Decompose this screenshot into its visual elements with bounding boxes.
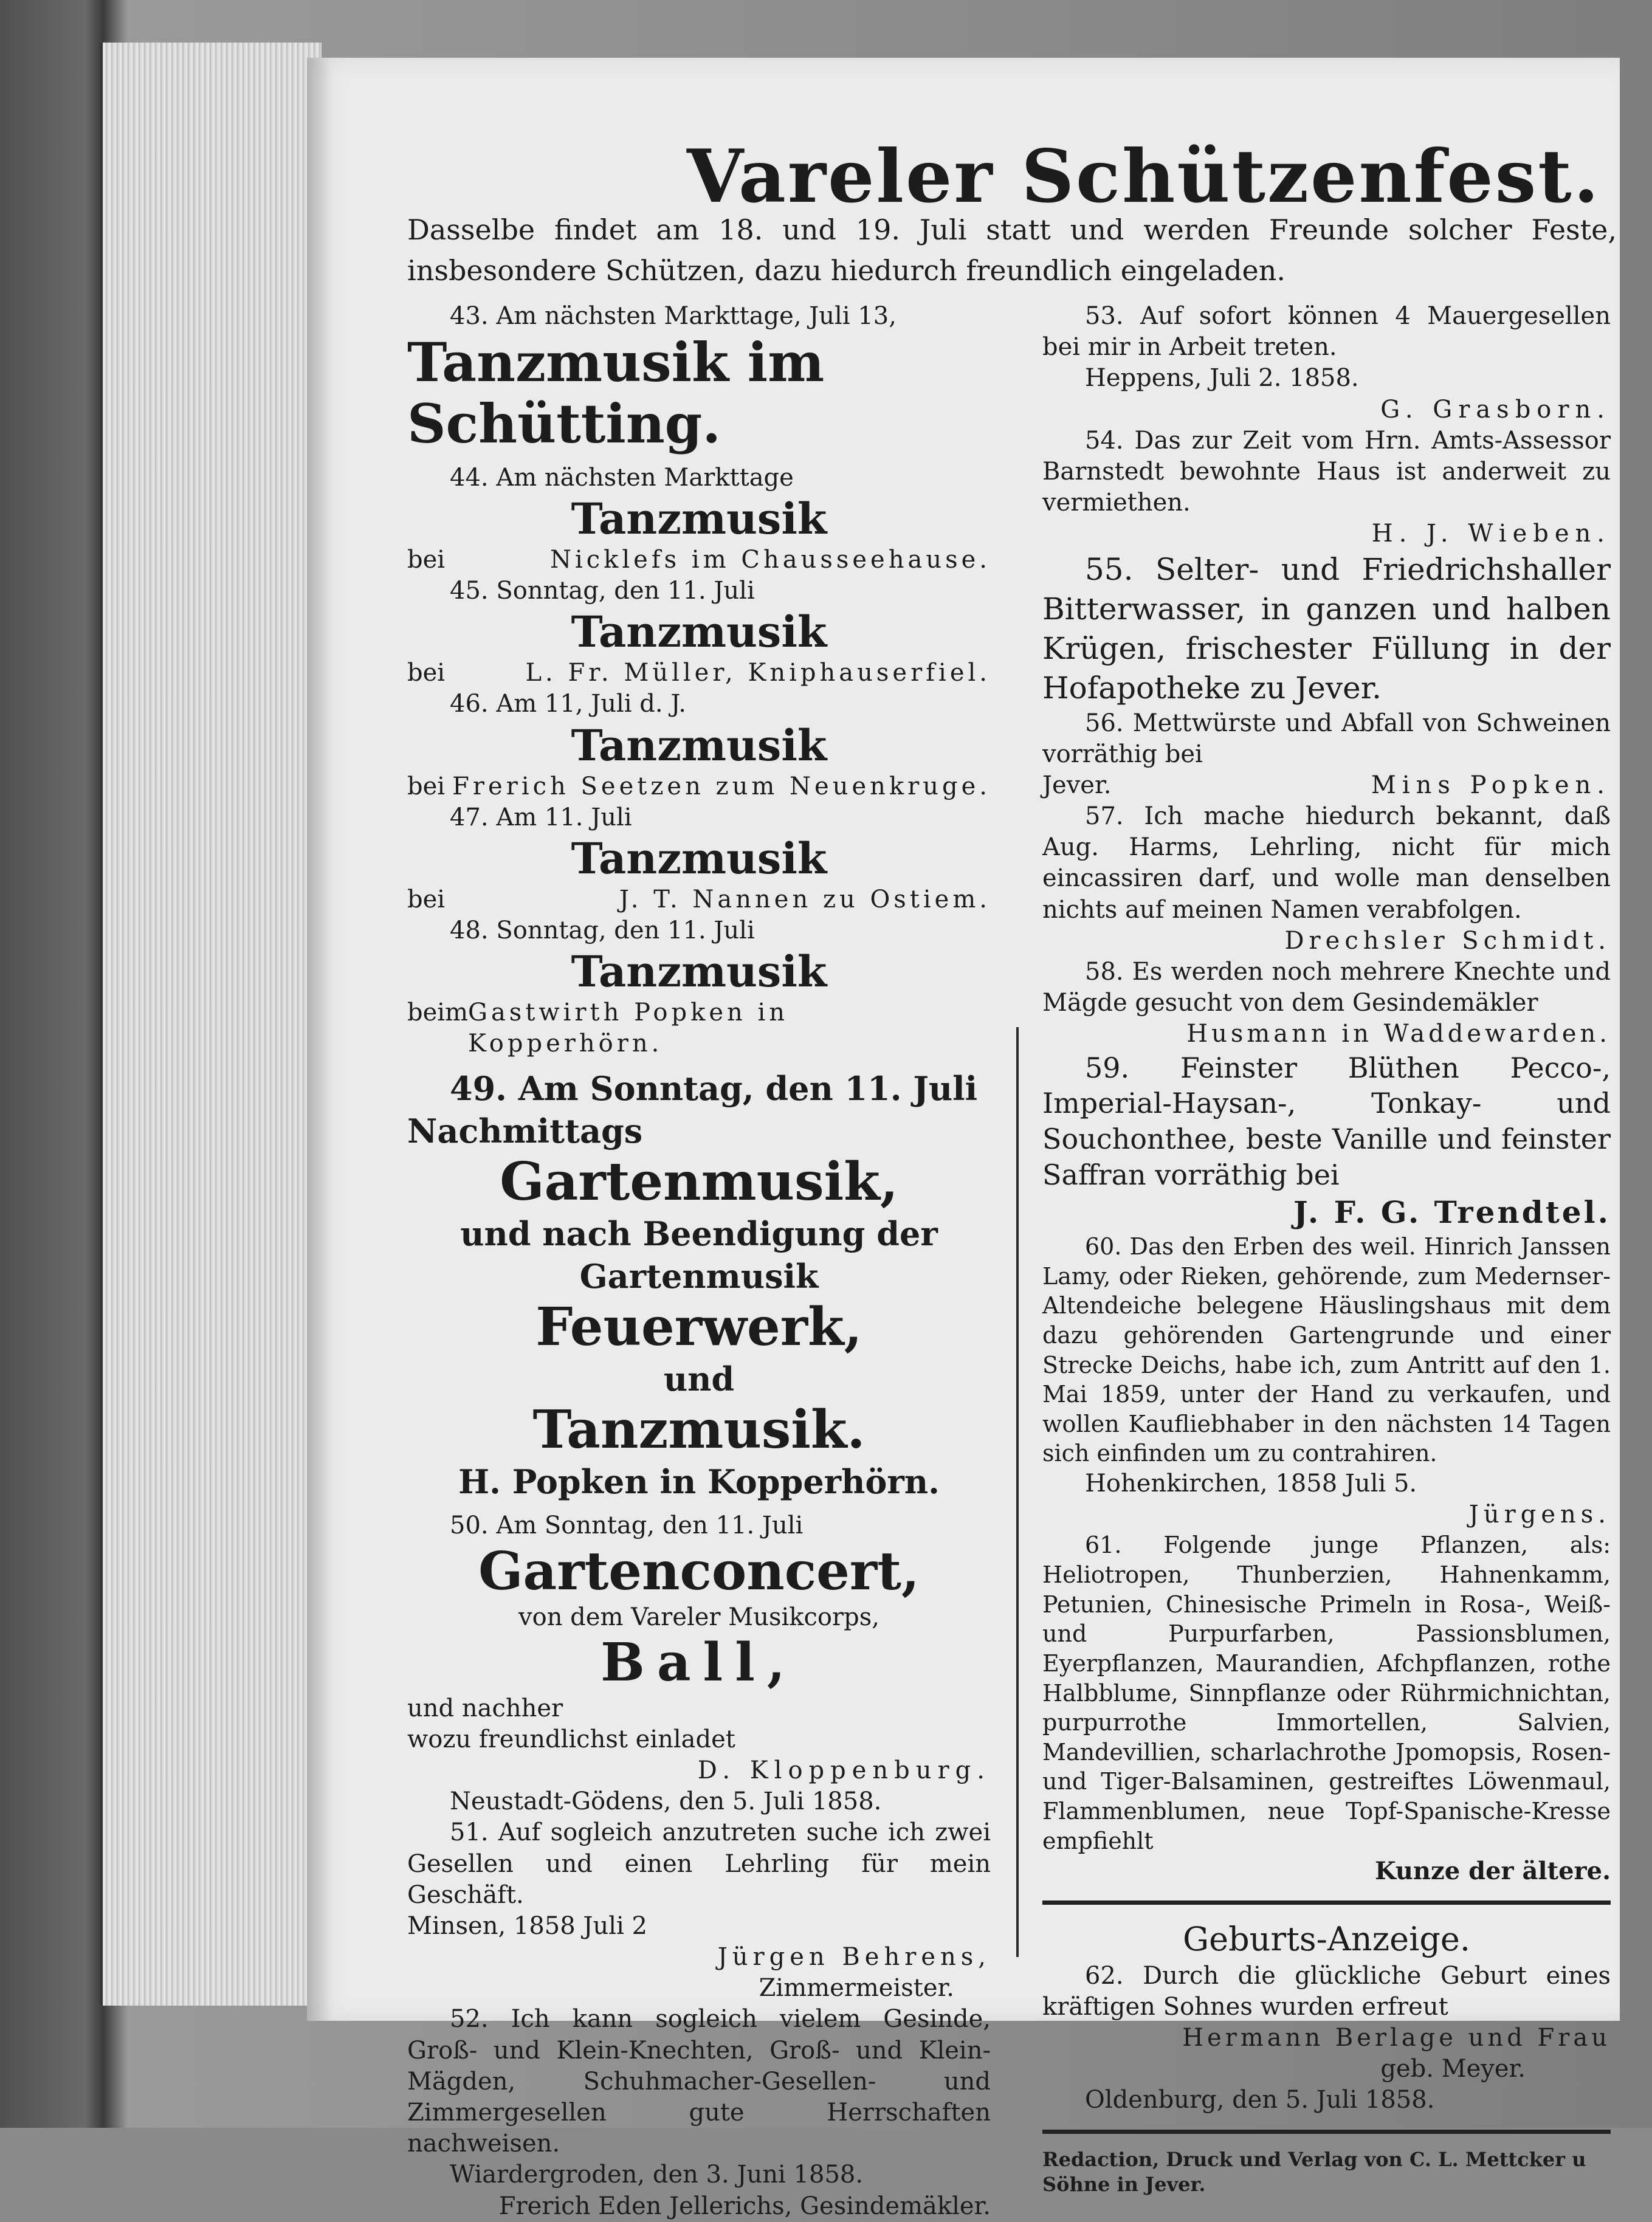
- ad-61-sign: Kunze der ältere.: [1374, 1857, 1611, 1886]
- ad-60-sign: Jürgens.: [1468, 1501, 1611, 1529]
- ad-49-head: Gartenmusik,: [500, 1151, 898, 1212]
- ad-52-text: 52. Ich kann sogleich vielem Gesinde, Groß- und Klein-Knechten, Groß- und Klein-Mägden, Schuhmacher-Gesellen- und Zimmergesellen gute Herrschaften nachweisen.: [407, 2005, 991, 2158]
- ad-46-line: 46. Am 11, Juli d. J.: [450, 690, 686, 718]
- birth-sign: Hermann Berlage und Frau: [1182, 2024, 1611, 2052]
- ad-50-head: Gartenconcert,: [478, 1540, 920, 1602]
- ad-47-name: J. T. Nannen zu Ostiem.: [619, 885, 991, 913]
- ad-47-pre: bei: [407, 885, 446, 913]
- birth-place: Oldenburg, den 5. Juli 1858.: [1085, 2086, 1435, 2114]
- ad-56-place: Jever.: [1042, 771, 1112, 799]
- ad-46-footer: [407, 771, 991, 802]
- ad-51-text: 51. Auf sogleich anzutreten suche ich zwei Gesellen und einen Lehrling für mein Geschäft.: [407, 1818, 991, 1909]
- ad-50-sub: von dem Vareler Musikcorps,: [518, 1603, 879, 1631]
- imprint: Redaction, Druck und Verlag von C. L. Mettcker u Söhne in Jever.: [1042, 2147, 1586, 2196]
- ad-50-line: 50. Am Sonntag, den 11. Juli: [450, 1512, 804, 1540]
- ad-52-sign: Frerich Eden Jellerichs, Gesindemäkler.: [498, 2192, 991, 2220]
- ad-55-text: 55. Selter- und Friedrichshaller Bitterwasser, in ganzen und halben Krügen, frischester Füllung in der Hofapotheke zu Jever.: [1042, 551, 1611, 706]
- ad-56-text: 56. Mettwürste und Abfall von Schweinen vorräthig bei: [1042, 709, 1611, 768]
- ad-50-l2: wozu freundlichst einladet: [407, 1725, 735, 1753]
- ad-45-pre: bei: [407, 659, 446, 687]
- ad-48-footer: [407, 997, 991, 1059]
- ad-50-head2: Ball,: [601, 1631, 797, 1693]
- ad-56-sign: Mins Popken.: [1371, 771, 1611, 799]
- ad-45-name: L. Fr. Müller, Kniphauserfiel.: [525, 659, 991, 687]
- ad-49-line2: Nachmittags: [407, 1111, 643, 1151]
- ad-46-pre: bei: [407, 772, 446, 800]
- ad-48-line: 48. Sonntag, den 11. Juli: [450, 917, 755, 945]
- ad-58-sign: Husmann in Waddewarden.: [1186, 1020, 1611, 1048]
- page-edges: [100, 43, 322, 2006]
- ad-50-l1: und nachher: [407, 1694, 563, 1722]
- ad-44-line: 44. Am nächsten Markttage: [450, 463, 794, 492]
- ad-50-place: Neustadt-Gödens, den 5. Juli 1858.: [450, 1787, 882, 1816]
- ad-58-text: 58. Es werden noch mehrere Knechte und Mägde gesucht von dem Gesindemäkler: [1042, 958, 1611, 1017]
- gutter-shadow: [307, 58, 331, 2021]
- ad-59-text: 59. Feinster Blüthen Pecco-, Imperial-Haysan-, Tonkay- und Souchonthee, beste Vanille und feinster Saffran vorräthig bei: [1042, 1051, 1611, 1192]
- birth-sign2: geb. Meyer.: [1380, 2055, 1526, 2083]
- ad-54-sign: H. J. Wieben.: [1371, 520, 1611, 548]
- ad-60-place: Hohenkirchen, 1858 Juli 5.: [1085, 1470, 1417, 1498]
- ad-49-line: 49. Am Sonntag, den 11. Juli: [450, 1068, 978, 1108]
- ad-47-line: 47. Am 11. Juli: [450, 803, 632, 831]
- ad-48-name: Gastwirth Popken in Kopperhörn.: [468, 999, 789, 1058]
- birth-head: Geburts-Anzeige.: [1182, 1919, 1471, 1958]
- ad-49-und: und: [663, 1360, 735, 1399]
- ad-60-text: 60. Das den Erben des weil. Hinrich Janssen Lamy, oder Rieken, gehörende, zum Medernser-Altendeiche belegene Häuslingshaus mit dem dazu gehörenden Gartengrunde und einer Strecke Deichs, habe ich, zum Antritt auf den 1. Mai 1859, unter der Hand zu verkaufen, und wollen Kaufliebhaber in den nächsten 14 Tagen sich einfinden um zu contrahiren.: [1042, 1233, 1611, 1467]
- page-title: Vareler Schützenfest.: [687, 134, 1601, 219]
- ad-51-sign: Jürgen Behrens,: [717, 1943, 991, 1972]
- ad-44-footer: [407, 545, 991, 576]
- ad-53-place: Heppens, Juli 2. 1858.: [1085, 364, 1359, 393]
- ad-56-footer: [1042, 770, 1611, 801]
- ad-61-text: 61. Folgende junge Pflanzen, als: Heliotropen, Thunberzien, Hahnenkamm, Petunien, Chinesische Primeln in Rosa-, Weiß- und Purpurfarben, Passionsblumen, Eyerpflanzen, Maurandien, Afchpflanzen, rothe Halbblume, Sinnpflanze oder Rührmichnichtan, purpurrothe Immortellen, Salvien, Mandevillien, scharlachrothe Jpomopsis, Rosen- und Tiger-Balsaminen, gestreiftes Löwenmaul, Flammenblumen, neue Topf-Spanische-Kresse empfiehlt: [1042, 1532, 1611, 1854]
- ad-43-line: 43. Am nächsten Markttage, Juli 13,: [450, 302, 897, 330]
- ad-45-footer: [407, 658, 991, 689]
- ad-51-role: Zimmermeister.: [759, 1974, 954, 2003]
- section-rule: [1042, 1900, 1611, 1905]
- ad-45-head: Tanzmusik: [571, 607, 827, 658]
- ad-57-text: 57. Ich mache hiedurch bekannt, daß Aug. Harms, Lehrling, nicht für mich eincassiren darf, und wolle man denselben nichts auf meinen Namen verabfolgen.: [1042, 802, 1611, 924]
- ad-46-head: Tanzmusik: [571, 720, 827, 771]
- ad-45-line: 45. Sonntag, den 11. Juli: [450, 576, 755, 605]
- ad-54-text: 54. Das zur Zeit vom Hrn. Amts-Assessor Barnstedt bewohnte Haus ist anderweit zu vermiethen.: [1042, 426, 1611, 517]
- ad-43-head: Tanzmusik im Schütting.: [407, 331, 825, 456]
- ad-57-sign: Drechsler Schmidt.: [1284, 926, 1611, 955]
- ad-44-head: Tanzmusik: [571, 493, 827, 544]
- ad-53-text: 53. Auf sofort können 4 Mauergesellen bei mir in Arbeit treten.: [1042, 302, 1611, 362]
- ad-49-line3: und nach Beendigung der Gartenmusik: [460, 1214, 938, 1296]
- ad-49-head3: Tanzmusik.: [532, 1399, 866, 1461]
- ad-50-sign: D. Kloppenburg.: [697, 1756, 991, 1784]
- ad-48-head: Tanzmusik: [571, 946, 827, 997]
- ad-47-head: Tanzmusik: [571, 833, 827, 884]
- ad-44-name: Nicklefs im Chausseehause.: [549, 545, 991, 574]
- intro-text: Dasselbe findet am 18. und 19. Juli statt und werden Freunde solcher Feste, insbesondere Schützen, dazu hiedurch freundlich eingeladen.: [407, 213, 1617, 287]
- column-divider: [1016, 1027, 1019, 1957]
- ad-44-pre: bei: [407, 545, 446, 574]
- ad-49-sign: H. Popken in Kopperhörn.: [458, 1462, 940, 1502]
- right-column: [1042, 301, 1611, 2197]
- ad-59-sign: J. F. G. Trendtel.: [1293, 1194, 1611, 1231]
- ad-48-pre: beim: [407, 999, 468, 1027]
- birth-text: 62. Durch die glückliche Geburt eines kräftigen Sohnes wurden erfreut: [1042, 1961, 1611, 2021]
- ad-52-place: Wiardergroden, den 3. Juni 1858.: [450, 2161, 864, 2189]
- ad-51-place: Minsen, 1858 Juli 2: [407, 1911, 647, 1940]
- left-column: [407, 301, 991, 2222]
- bottom-rule: [1042, 2130, 1611, 2134]
- ad-49-head2: Feuerwerk,: [535, 1296, 862, 1358]
- ad-46-name: Frerich Seetzen zum Neuenkruge.: [452, 772, 991, 800]
- ad-53-sign: G. Grasborn.: [1380, 395, 1611, 424]
- ad-47-footer: [407, 884, 991, 915]
